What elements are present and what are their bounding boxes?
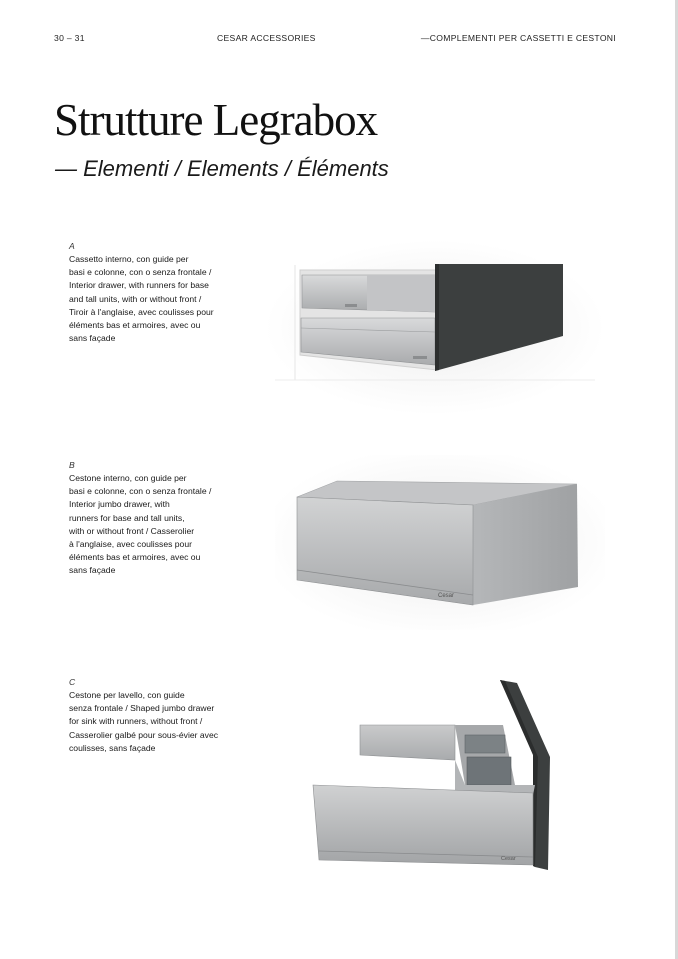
item-a <box>69 241 259 345</box>
page-numbers: 30 – 31 <box>54 33 85 43</box>
item-letter: A <box>69 241 75 251</box>
header-brand: CESAR ACCESSORIES <box>217 33 316 43</box>
item-description: Cassetto interno, con guide per basi e colonne, con o senza frontale / Interior drawer, with runners for base and tall units, with or without front / Tiroir à l'anglaise, avec coulisses pour éléments bas et armoires, avec ou sans façade <box>69 254 214 344</box>
sink-jumbo-drawer-image <box>305 675 555 880</box>
item-c <box>69 677 259 755</box>
interior-drawer-image <box>265 240 605 415</box>
brand-mark: Cesar <box>501 856 516 862</box>
page-subtitle: — Elementi / Elements / Éléments <box>55 156 389 181</box>
item-letter: B <box>69 460 75 470</box>
brand-mark: Cesar <box>438 593 455 599</box>
item-b <box>69 460 259 578</box>
header-section: —COMPLEMENTI PER CASSETTI E CESTONI <box>420 33 616 43</box>
item-letter: C <box>69 677 76 687</box>
item-description: Cestone per lavello, con guide senza frontale / Shaped jumbo drawer for sink with runners, without front / Casserolier galbé pour sous-évier avec coulisses, sans façade <box>69 690 219 753</box>
page-title: Strutture Legrabox <box>54 95 378 145</box>
page-header <box>54 33 616 45</box>
item-description: Cestone interno, con guide per basi e colonne, con o senza frontale / Interior jumbo drawer, with runners for base and tall units, with or without front / Casserolier à l'anglaise, avec coulisses pour éléments bas et armoires, avec ou sans façade <box>69 473 212 576</box>
interior-jumbo-drawer-image <box>275 455 605 630</box>
